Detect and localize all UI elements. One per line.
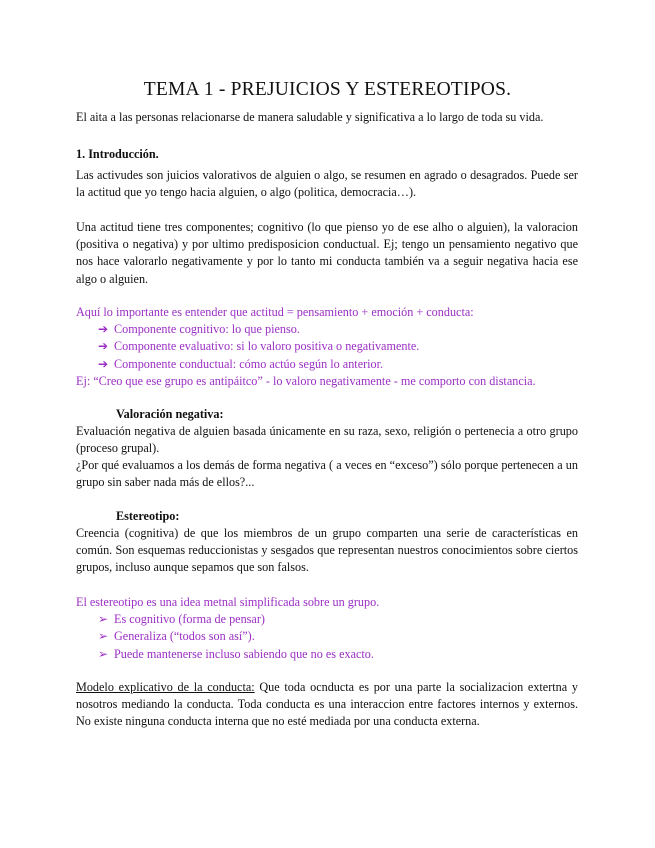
section-heading-valoracion: Valoración negativa: xyxy=(116,407,224,421)
list-item-text: Componente conductual: cómo actúo según lo anterior. xyxy=(114,356,384,371)
list-item-text: Es cognitivo (forma de pensar) xyxy=(114,612,265,627)
modelo-text: Que toda ocnducta es por una parte la socializacion extertna y nosotros mediando la conducta. Toda conducta es una interaccion entre factores internos y externos. No existe ninguna conducta interna que no esté mediada por una conducta externa. xyxy=(76,680,578,729)
list-item-text: Componente evaluativo: si lo valoro positiva o negativamente. xyxy=(114,339,420,354)
triangle-arrow-icon: ➢ xyxy=(98,629,109,644)
list-item xyxy=(76,611,578,628)
list-item xyxy=(76,646,578,663)
paragraph-actitudes: Las activudes son juicios valorativos de alguien o algo, se resumen en agrado o desagrados. Puede ser la actitud que yo tengo hacia alguien, o algo (politica, democracia…). xyxy=(76,168,578,200)
components-list xyxy=(76,321,578,373)
list-item xyxy=(76,338,578,355)
estereotipo-highlight-section xyxy=(76,594,578,663)
arrow-icon: ➔ xyxy=(98,356,109,371)
highlight-intro: Aquí lo importante es entender que actitud = pensamiento + emoción + conducta: xyxy=(76,305,474,319)
triangle-arrow-icon: ➢ xyxy=(98,612,109,627)
paragraph-componentes: Una actitud tiene tres componentes; cognitivo (lo que pienso yo de ese alho o alguien), la valoracion (positiva o negativa) y por ultimo predisposicion conductual. Ej; tengo un pensamiento negativo que nos hace valorarlo negativamente y por lo tanto mi conducta también va a seguir negativa hacia ese algo o alguien. xyxy=(76,220,578,286)
arrow-icon: ➔ xyxy=(98,322,109,337)
example-line: Ej: “Creo que ese grupo es antipáitco” - lo valoro negativamente - me comporto con distancia. xyxy=(76,373,536,388)
page-title: TEMA 1 - PREJUICIOS Y ESTEREOTIPOS. xyxy=(143,79,512,100)
list-item xyxy=(76,356,578,373)
list-item-text: Puede mantenerse incluso sabiendo que no es exacto. xyxy=(114,646,374,661)
list-item-text: Generaliza (“todos son así”). xyxy=(114,629,255,644)
intro-paragraph: El aita a las personas relacionarse de manera saludable y significativa a lo largo de toda su vida. xyxy=(76,110,544,124)
highlight-section xyxy=(76,304,578,390)
list-item xyxy=(76,321,578,338)
section-heading-introduccion: 1. Introducción. xyxy=(76,147,159,161)
arrow-icon: ➔ xyxy=(98,339,109,354)
paragraph-valoracion-definition: Evaluación negativa de alguien basada únicamente en su raza, sexo, religión o pertenecia a otro grupo (proceso grupal). xyxy=(76,424,578,456)
estereotipo-list xyxy=(76,611,578,663)
list-item xyxy=(76,628,578,645)
section-heading-estereotipo: Estereotipo: xyxy=(116,509,180,523)
triangle-arrow-icon: ➢ xyxy=(98,646,109,661)
paragraph-estereotipo-definition: Creencia (cognitiva) de que los miembros de un grupo comparten una serie de características en común. Son esquemas reduccionistas y sesgados que representan nuestros conocimientos sobre ciertos grupos, incluso aunque sepamos que son falsos. xyxy=(76,526,578,575)
paragraph-modelo-explicativo xyxy=(76,679,578,731)
modelo-label: Modelo explicativo de la conducta: xyxy=(76,680,255,694)
estereotipo-highlight-intro: El estereotipo es una idea metnal simplificada sobre un grupo. xyxy=(76,595,380,609)
paragraph-valoracion-question: ¿Por qué evaluamos a los demás de forma negativa ( a veces en “exceso”) sólo porque pertenecen a un grupo sin saber nada más de ellos?... xyxy=(76,458,578,490)
list-item-text: Componente cognitivo: lo que pienso. xyxy=(114,322,300,337)
